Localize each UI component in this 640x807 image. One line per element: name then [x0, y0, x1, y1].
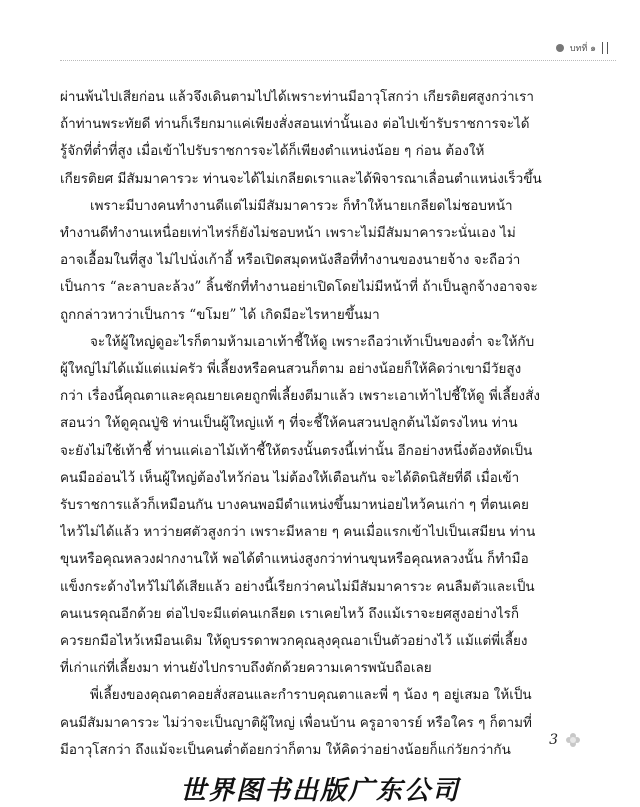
text-line: จะยังไม่ใช้เท้าชี้ ท่านแค่เอาไม้เท้าชี้ให้ตรงนั้นตรงนี้เท่านั้น อีกอย่างหนึ่งต้องหัดเป็น [60, 442, 533, 459]
text-line: รับราชการแล้วก็เหมือนกัน บางคนพอมีตำแหน่งขึ้นมาหน่อยไหว้คนเก่า ๆ ที่ตนเคย [60, 497, 529, 514]
text-line: คนมีสัมมาคารวะ ไม่ว่าจะเป็นญาติผู้ใหญ่ เพื่อนบ้าน ครูอาจารย์ หรือใคร ๆ ก็ตามที่ [60, 714, 532, 731]
text-line: ที่เก่าแก่ที่เลี้ยงมา ท่านยังไปกราบถึงตักด้วยความเคารพนับถือเลย [60, 660, 432, 677]
text-line: ผ่านพ้นไปเสียก่อน แล้วจึงเดินตามไปได้เพราะท่านมีอาวุโสกว่า เกียรติยศสูงกว่าเรา [60, 89, 534, 105]
text-line: แข็งกระด้างไหว้ไม่ได้เสียแล้ว อย่างนี้เรียกว่าคนไม่มีสัมมาคารวะ คนลืมตัวและเป็น [60, 578, 535, 595]
text-line: เพราะมีบางคนทำงานดีแต่ไม่มีสัมมาคารวะ ก็ทำให้นายเกลียดไม่ชอบหน้า [90, 197, 513, 214]
text-line: ทำงานดีทำงานเหนื่อยเท่าไหร่ก็ยังไม่ชอบหน้า เพราะไม่มีสัมมาคารวะนั่นเอง ไม่ [60, 225, 516, 242]
header-rule [60, 60, 616, 61]
text-line: มีอาวุโสกว่า ถึงแม้จะเป็นคนต่ำต้อยกว่าก็ตาม ให้คิดว่าอย่างน้อยก็แก่วัยกว่ากัน [60, 741, 511, 758]
body-text [60, 84, 608, 764]
text-line: พี่เลี้ยงของคุณตาคอยสั่งสอนและกำราบคุณตาและพี่ ๆ น้อง ๆ อยู่เสมอ ให้เป็น [90, 687, 532, 704]
chapter-label: บทที่ ๑ [569, 44, 596, 54]
text-line: ผู้ใหญ่ไม่ได้แม้แต่แม่ครัว พี่เลี้ยงหรือคนสวนก็ตาม อย่างน้อยก็ให้คิดว่าเขามีวัยสูง [60, 361, 522, 378]
text-line: อาจเอื้อมในที่สูง ไม่ไปนั่งเก้าอี้ หรือเปิดสมุดหนังสือที่ทำงานของนายจ้าง จะถือว่า [60, 252, 521, 269]
paragraph [60, 329, 608, 683]
double-bar-icon [602, 42, 608, 54]
text-line: รู้จักที่ต่ำที่สูง เมื่อเข้าไปรับราชการจะได้ก็เพียงตำแหน่งน้อย ๆ ก่อน ต้องให้ [60, 143, 485, 160]
publisher-mark: 世界图书出版广东公司 [179, 776, 460, 806]
text-line: ขุนหรือคุณหลวงฝากงานให้ พอได้ตำแหน่งสูงกว่าท่านขุนหรือคุณหลวงนั้น ก็ทำมือ [60, 551, 529, 568]
text-line: คนเนรคุณอีกด้วย ต่อไปจะมีแต่คนเกลียด เราเคยไหว้ ถึงแม้เราจะยศสูงอย่างไรก็ [60, 605, 520, 622]
paragraph [60, 682, 608, 764]
paragraph [60, 193, 608, 329]
text-line: เป็นการ “ละลาบละล้วง” ลิ้นชักที่ทำงานอย่าเปิดโดยไม่มีหน้าที่ ถ้าเป็นลูกจ้างอาจจะ [60, 279, 538, 296]
text-line: จะให้ผู้ใหญ่ดูอะไรก็ตามห้ามเอาเท้าชี้ให้ดู เพราะถือว่าเท้าเป็นของต่ำ จะให้กับ [90, 333, 535, 350]
chapter-bullet-icon [556, 44, 564, 52]
flower-ornament-icon [566, 733, 580, 747]
text-line: เกียรติยศ มีสัมมาคารวะ ท่านจะได้ไม่เกลียดเราและได้พิจารณาเลื่อนตำแหน่งเร็วขึ้น [60, 170, 542, 187]
paragraph [60, 84, 608, 193]
text-line: ไหว้ไม่ได้แล้ว หาว่ายศตัวสูงกว่า เพราะมีหลาย ๆ คนเมื่อแรกเข้าไปเป็นเสมียน ท่าน [60, 524, 536, 541]
text-line: คนมืออ่อนไว้ เห็นผู้ใหญ่ต้องไหว้ก่อน ไม่ต้องให้เตือนกัน จะได้ติดนิสัยที่ดี เมื่อเข้า [60, 469, 520, 486]
text-line: ถ้าท่านพระทัยดี ท่านก็เรียกมาแค่เพียงสั่งสอนเท่านั้นเอง ต่อไปเข้ารับราชการจะได้ [60, 116, 530, 133]
text-line: ควรยกมือไหว้เหมือนเดิม ให้ดูบรรดาพวกคุณลุงคุณอาเป็นตัวอย่างไว้ แม้แต่พี่เลี้ยง [60, 633, 528, 650]
text-line: กว่า เรื่องนี้คุณตาและคุณยายเคยถูกพี่เลี้ยงตีมาแล้ว เพราะเอาเท้าไปชี้ให้ดู พี่เลี้ยงสั่ง [60, 388, 540, 405]
page-footer [549, 732, 580, 748]
page-number: 3 [549, 732, 558, 748]
running-header [556, 40, 608, 56]
text-line: ถูกกล่าวหาว่าเป็นการ “ขโมย” ได้ เกิดมีอะไรหายขึ้นมา [60, 306, 380, 323]
text-line: สอนว่า ให้ดูคุณปู่ชิ ท่านเป็นผู้ใหญ่แท้ ๆ ที่จะชี้ให้คนสวนปลูกต้นไม้ตรงไหน ท่าน [60, 415, 518, 432]
